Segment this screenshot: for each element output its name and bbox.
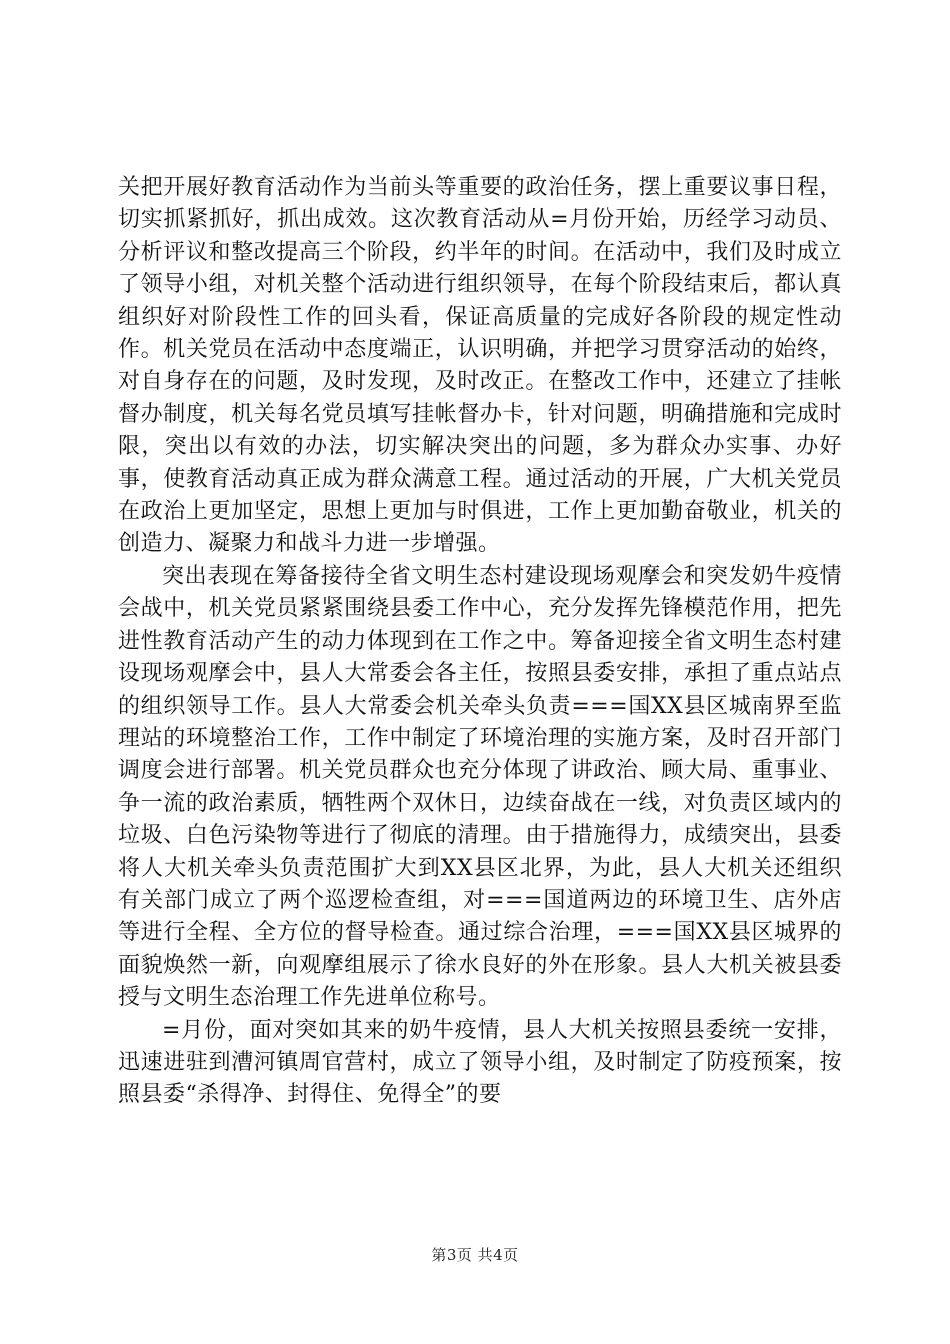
page-footer: 第3页 共4页 xyxy=(431,1246,519,1264)
paragraph-continued: 关把开展好教育活动作为当前头等重要的政治任务，摆上重要议事日程，切实抓紧抓好，抓出成效。这次教育活动从=月份开始，历经学习动员、分析评议和整改提高三个阶段，约半年的时间。在活动中，我们及时成立了领导小组，对机关整个活动进行组织领导，在每个阶段结束后，都认真组织好对阶段性工作的回头看，保证高质量的完成好各阶段的规定性动作。机关党员在活动中态度端正，认识明确，并把学习贯穿活动的始终，对自身存在的问题，及时发现，及时改正。在整改工作中，还建立了挂帐督办制度，机关每名党员填写挂帐督办卡，针对问题，明确措施和完成时限，突出以有效的办法，切实解决突出的问题，多为群众办实事、办好事，使教育活动真正成为群众满意工程。通过活动的开展，广大机关党员在政治上更加坚定，思想上更加与时俱进，工作上更加勤奋敬业，机关的创造力、凝聚力和战斗力进一步增强。 xyxy=(118,175,842,557)
paragraph-epidemic: =月份，面对突如其来的奶牛疫情，县人大机关按照县委统一安排，迅速进驻到漕河镇周官营村，成立了领导小组，及时制定了防疫预案，按照县委“杀得净、封得住、免得全”的要 xyxy=(118,1017,842,1108)
paragraph-observation-meeting: 突出表现在筹备接待全省文明生态村建设现场观摩会和突发奶牛疫情会战中，机关党员紧紧围绕县委工作中心，充分发挥先锋模范作用，把先进性教育活动产生的动力体现到在工作之中。筹备迎接全省文明生态村建设现场观摩会中，县人大常委会各主任，按照县委安排，承担了重点站点的组织领导工作。县人大常委会机关牵头负责===国XX县区城南界至监理站的环境整治工作，工作中制定了环境治理的实施方案，及时召开部门调度会进行部署。机关党员群众也充分体现了讲政治、顾大局、重事业、争一流的政治素质，牺牲两个双休日，边续奋战在一线，对负责区域内的垃圾、白色污染物等进行了彻底的清理。由于措施得力，成绩突出，县委将人大机关牵头负责范围扩大到XX县区北界，为此，县人大机关还组织有关部门成立了两个巡逻检查组，对===国道两边的环境卫生、店外店等进行全程、全方位的督导检查。通过综合治理，===国XX县区城界的面貌焕然一新，向观摩组展示了徐水良好的外在形象。县人大机关被县委授与文明生态治理工作先进单位称号。 xyxy=(118,563,842,1011)
body-text xyxy=(118,172,842,1112)
